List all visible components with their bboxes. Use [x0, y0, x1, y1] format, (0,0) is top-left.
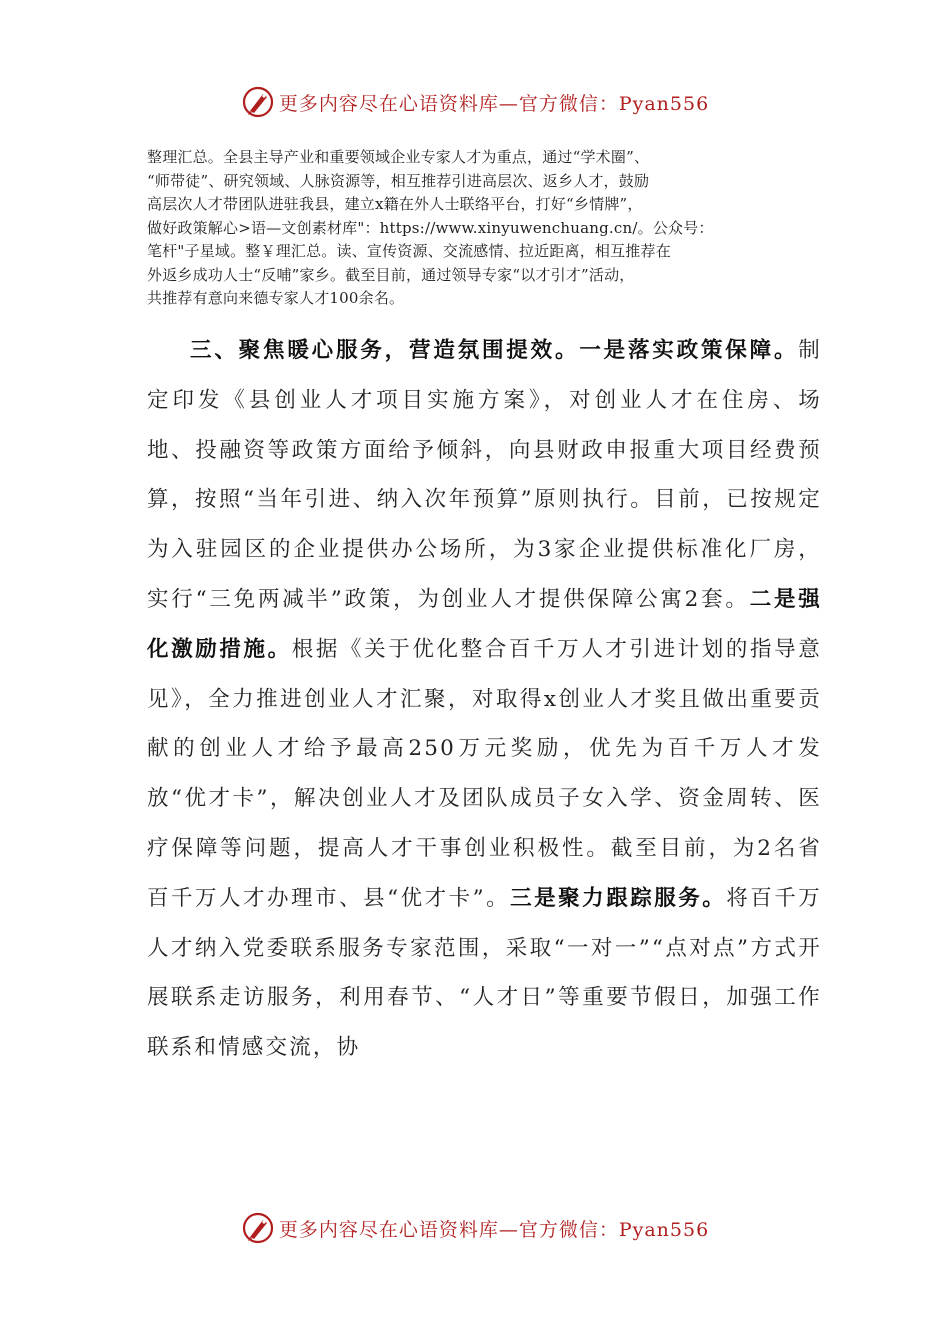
point-1-title: 一是落实政策保障。 [579, 338, 799, 363]
point-3-text: 将百千万人才纳入党委联系服务专家范围，采取“一对一”“点对点”方式开展联系走访服务，利用春节、“人才日”等重要节假日，加强工作联系和情感交流，协 [147, 885, 822, 1061]
footer-banner-text: 更多内容尽在心语资料库—官方微信：Pyan556 [278, 1218, 710, 1241]
point-3-title: 三是聚力跟踪服务。 [510, 885, 727, 911]
footer-banner [0, 1208, 950, 1248]
point-2-text: 根据《关于优化整合百千万人才引进计划的指导意见》，全力推进创业人才汇聚，对取得x创业人才奖且做出重要贡献的创业人才给予最高250万元奖励，优先为百千万人才发放“优才卡”，解决创业人才及团队成员子女入学、资金周转、医疗保障等问题，提高人才干事创业积极性。截至目前，为2名省百千万人才办理市、县“优才卡”。 [147, 636, 822, 911]
section-3-paragraph [147, 326, 822, 1073]
header-banner-text: 更多内容尽在心语资料库—官方微信：Pyan556 [278, 92, 710, 115]
intro-paragraph: 整理汇总。全县主导产业和重要领域企业专家人才为重点，通过“学术圈”、 “师带徒”、研究领域、人脉资源等，相互推荐引进高层次、返乡人才，鼓励 高层次人才带团队进驻我县，建立x籍在外人士联络平台，打好“乡情牌”， 做好政策解心>语—文创素材库"：https://www.xinyuwenchuang.cn/。公众号： 笔杆"子星域。整￥理汇总。读、宣传资源、交流感情、拉近距离，相互推荐在 外返乡成功人士“反哺”家乡。截至目前，通过领导专家“以才引才”活动， 共推荐有意向来德专家人才100余名。 [147, 148, 714, 307]
section-3-heading: 三、聚焦暖心服务，营造氛围提效。 [190, 338, 580, 363]
header-banner [0, 82, 950, 122]
pen-nib-logo-icon [241, 85, 275, 119]
pen-nib-logo-icon [241, 1211, 275, 1245]
point-1-text: 制定印发《县创业人才项目实施方案》，对创业人才在住房、场地、投融资等政策方面给予倾斜，向县财政申报重大项目经费预算，按照“当年引进、纳入次年预算”原则执行。目前，已按规定为入驻园区的企业提供办公场所，为3家企业提供标准化厂房，实行“三免两减半”政策，为创业人才提供保障公寓2套。 [147, 338, 822, 612]
point-2-title: 二是强化激励措施。 [147, 586, 822, 662]
